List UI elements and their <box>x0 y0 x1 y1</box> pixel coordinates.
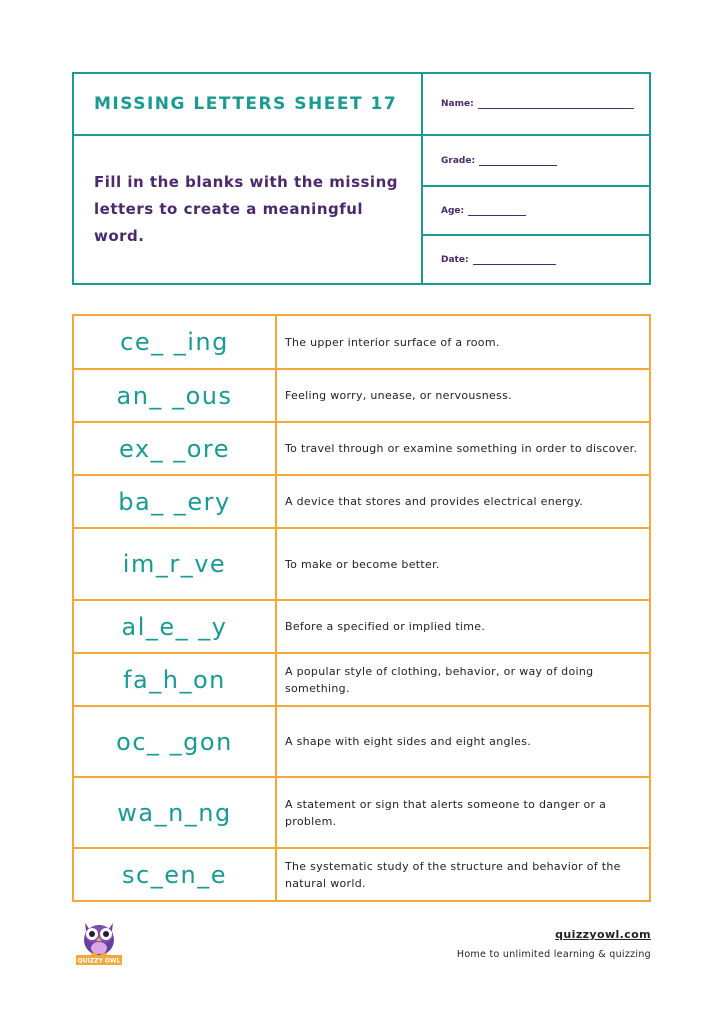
table-row <box>74 599 649 652</box>
name-field[interactable] <box>423 74 649 136</box>
missing-word[interactable]: an_ _ous <box>74 370 277 421</box>
grade-label: Grade: <box>441 155 476 166</box>
tagline: Home to unlimited learning & quizzing <box>456 949 651 960</box>
missing-word[interactable]: wa_n_ng <box>74 778 277 847</box>
table-row <box>74 474 649 527</box>
table-row <box>74 527 649 599</box>
worksheet-header <box>72 72 651 285</box>
missing-word[interactable]: ce_ _ing <box>74 316 277 368</box>
definition: A popular style of clothing, behavior, or way of doing something. <box>285 664 594 695</box>
footer <box>457 928 651 960</box>
table-row <box>74 316 649 368</box>
definition: Before a specified or implied time. <box>285 620 486 633</box>
missing-word[interactable]: ex_ _ore <box>74 423 277 474</box>
age-field[interactable] <box>423 185 649 234</box>
missing-word[interactable]: al_e_ _y <box>74 601 277 652</box>
definition: A device that stores and provides electrical energy. <box>285 495 583 508</box>
table-row <box>74 421 649 474</box>
date-label: Date: <box>441 254 469 265</box>
grade-line[interactable] <box>479 156 557 166</box>
quizzy-owl-logo[interactable] <box>74 913 124 965</box>
definition: The upper interior surface of a room. <box>285 335 500 349</box>
definition: The systematic study of the structure and behavior of the natural world. <box>285 859 621 890</box>
missing-word[interactable]: ba_ _ery <box>74 476 277 527</box>
definition: To make or become better. <box>285 557 440 571</box>
definition: A statement or sign that alerts someone to danger or a problem. <box>285 797 607 828</box>
name-line[interactable] <box>478 99 634 109</box>
logo-text: QUIZZY OWL <box>77 957 121 965</box>
owl-icon <box>74 913 124 965</box>
instructions: Fill in the blanks with the missing letters to create a meaningful word. <box>74 136 423 283</box>
definition: To travel through or examine something in order to discover. <box>285 442 638 455</box>
date-line[interactable] <box>473 255 556 265</box>
missing-word[interactable]: fa_h_on <box>74 654 277 705</box>
definition: A shape with eight sides and eight angles. <box>285 735 532 748</box>
table-row <box>74 368 649 421</box>
table-row <box>74 847 649 900</box>
date-field[interactable] <box>423 234 649 283</box>
age-label: Age: <box>441 205 465 216</box>
table-row <box>74 652 649 705</box>
sheet-title: MISSING LETTERS SHEET 17 <box>74 74 423 136</box>
word-table <box>72 314 651 902</box>
table-row <box>74 705 649 776</box>
missing-word[interactable]: sc_en_e <box>74 849 277 900</box>
site-link[interactable]: quizzyowl.com <box>555 928 651 941</box>
table-row <box>74 776 649 847</box>
grade-field[interactable] <box>423 136 649 185</box>
definition: Feeling worry, unease, or nervousness. <box>285 389 512 402</box>
name-label: Name: <box>441 99 474 109</box>
info-fields <box>423 136 649 283</box>
age-line[interactable] <box>468 206 526 216</box>
missing-word[interactable]: oc_ _gon <box>74 707 277 776</box>
missing-word[interactable]: im_r_ve <box>74 529 277 599</box>
